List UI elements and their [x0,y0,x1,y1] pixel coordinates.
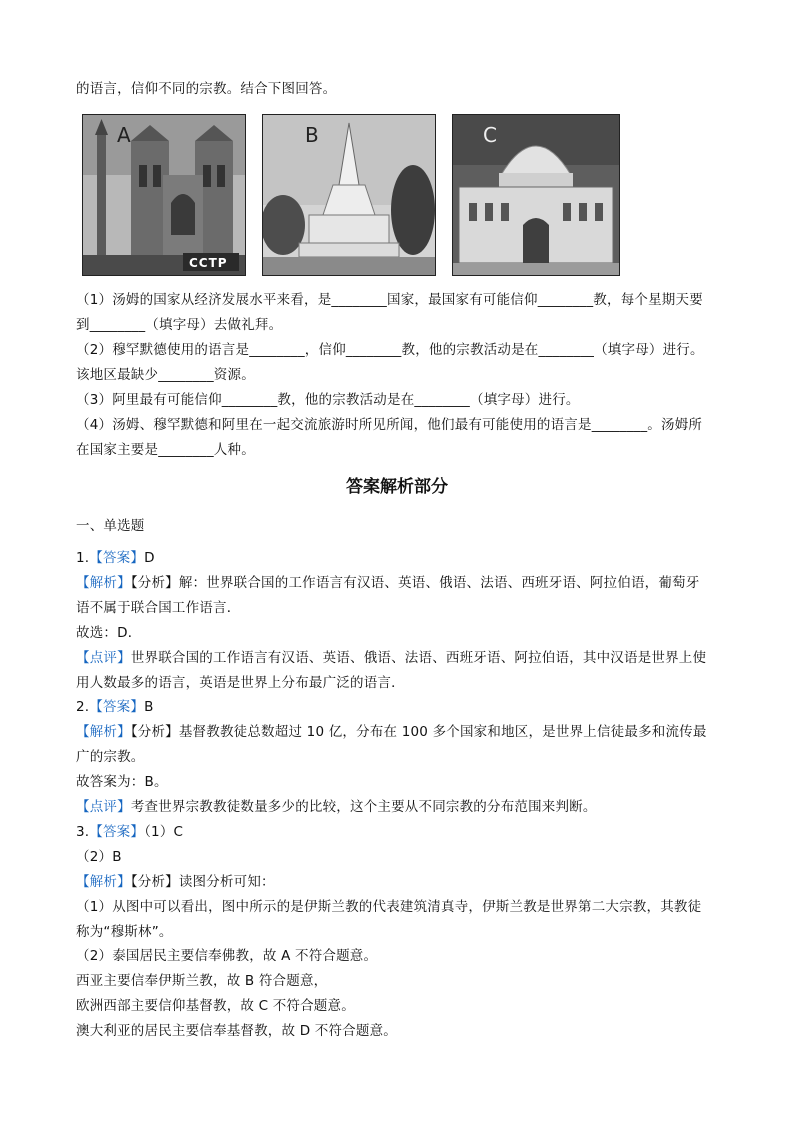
answer-tag: 【解析】 [76,873,131,890]
photo-c-mosque [452,114,620,276]
photo-c-letter: C [483,123,497,147]
answer-tag: 【解析】 [76,724,131,741]
answer-line [76,624,141,642]
answer-text: 故答案为：B。 [76,774,168,791]
answers-heading: 答案解析部分 [346,477,448,497]
answer-line [76,848,122,866]
answer-line [76,898,701,916]
answer-text: 西亚主要信奉伊斯兰教，故 B 符合题意， [76,973,328,990]
question-line: 到________（填字母）去做礼拜。 [76,317,283,333]
answer-line [76,923,173,941]
answer-text: B [144,699,154,716]
answer-line [76,748,145,766]
answer-number: 1. [76,550,90,566]
answer-tag: 【解析】 [76,574,131,591]
answer-text: 【分析】解：世界联合国的工作语言有汉语、英语、俄语、法语、西班牙语、阿拉伯语，葡萄牙 [130,574,700,591]
answer-text: 用人数最多的语言，英语是世界上分布最广泛的语言． [76,674,405,691]
section-title: 一、单选题 [76,518,145,534]
answer-line [76,549,155,567]
answer-text: 语不属于联合国工作语言． [76,599,241,616]
photo-a-church [82,114,246,276]
answer-number: 3. [76,823,90,840]
answer-text: 故选：D． [76,624,142,641]
answer-text: 世界联合国的工作语言有汉语、英语、俄语、法语、西班牙语、阿拉伯语，其中汉语是世界上使 [130,649,707,666]
answer-text: 欧洲西部主要信仰基督教，故 C 不符合题意。 [76,998,355,1015]
answer-tag: 【点评】 [76,649,131,666]
answer-line [76,649,706,667]
photo-b-pagoda [262,114,436,276]
answer-line [76,723,707,741]
intro-text: 的语言，信仰不同的宗教。结合下图回答。 [76,81,337,97]
answer-line [76,947,377,965]
question-line: 在国家主要是________人种。 [76,442,255,458]
answer-line [76,698,154,716]
photo-a-letter: A [117,123,131,147]
answer-tag: 【点评】 [76,799,131,815]
answer-text: （1）从图中可以看出，图中所示的是伊斯兰教的代表建筑清真寺，伊斯兰教是世界第二大宗教，其教徒 [76,898,702,915]
question-line: （3）阿里最有可能信仰________教，他的宗教活动是在________（填字母）进行。 [76,392,580,408]
answer-number: 2. [76,699,90,716]
answer-line [76,972,327,990]
answer-text: （2）泰国居民主要信奉佛教，故 A 不符合题意。 [76,948,378,965]
question-line: （1）汤姆的国家从经济发展水平来看，是________国家，最国家有可能信仰________教，每个星期天要 [76,292,703,308]
question-line: 该地区最缺少________资源。 [76,367,255,383]
question-line: （4）汤姆、穆罕默德和阿里在一起交流旅游时所见所闻，他们最有可能使用的语言是________。汤姆所 [76,417,703,433]
answer-text: 称为“穆斯林”。 [76,923,173,940]
answer-line [76,873,275,891]
answer-text: （1）C [144,823,184,840]
photo-a-watermark: CCTP [189,256,228,270]
question-line: （2）穆罕默德使用的语言是________，信仰________教，他的宗教活动是在________（填字母）进行。 [76,342,704,358]
answer-line [76,997,355,1015]
answer-text: 广的宗教。 [76,749,145,766]
answer-line [76,574,699,592]
answer-text: 澳大利亚的居民主要信奉基督教，故 D 不符合题意。 [76,1023,397,1040]
answer-tag: 【答案】 [89,699,145,716]
answer-line [76,773,168,791]
answer-text: （2）B [76,848,122,865]
answer-text: 【分析】读图分析可知： [130,873,275,890]
answer-line [76,798,597,816]
answer-text: D [144,550,155,566]
answer-tag: 【答案】 [89,823,145,840]
answer-line [76,1022,397,1040]
photo-b-letter: B [305,123,319,147]
answer-line [76,599,240,617]
answer-line [76,674,405,692]
answer-text: 考查世界宗教教徒数量多少的比较，这个主要从不同宗教的分布范围来判断。 [130,799,597,815]
answer-tag: 【答案】 [89,550,145,566]
answer-text: 【分析】基督教教徒总数超过 10 亿，分布在 100 多个国家和地区，是世界上信徒最多和流传最 [130,724,707,741]
answer-line [76,823,183,841]
